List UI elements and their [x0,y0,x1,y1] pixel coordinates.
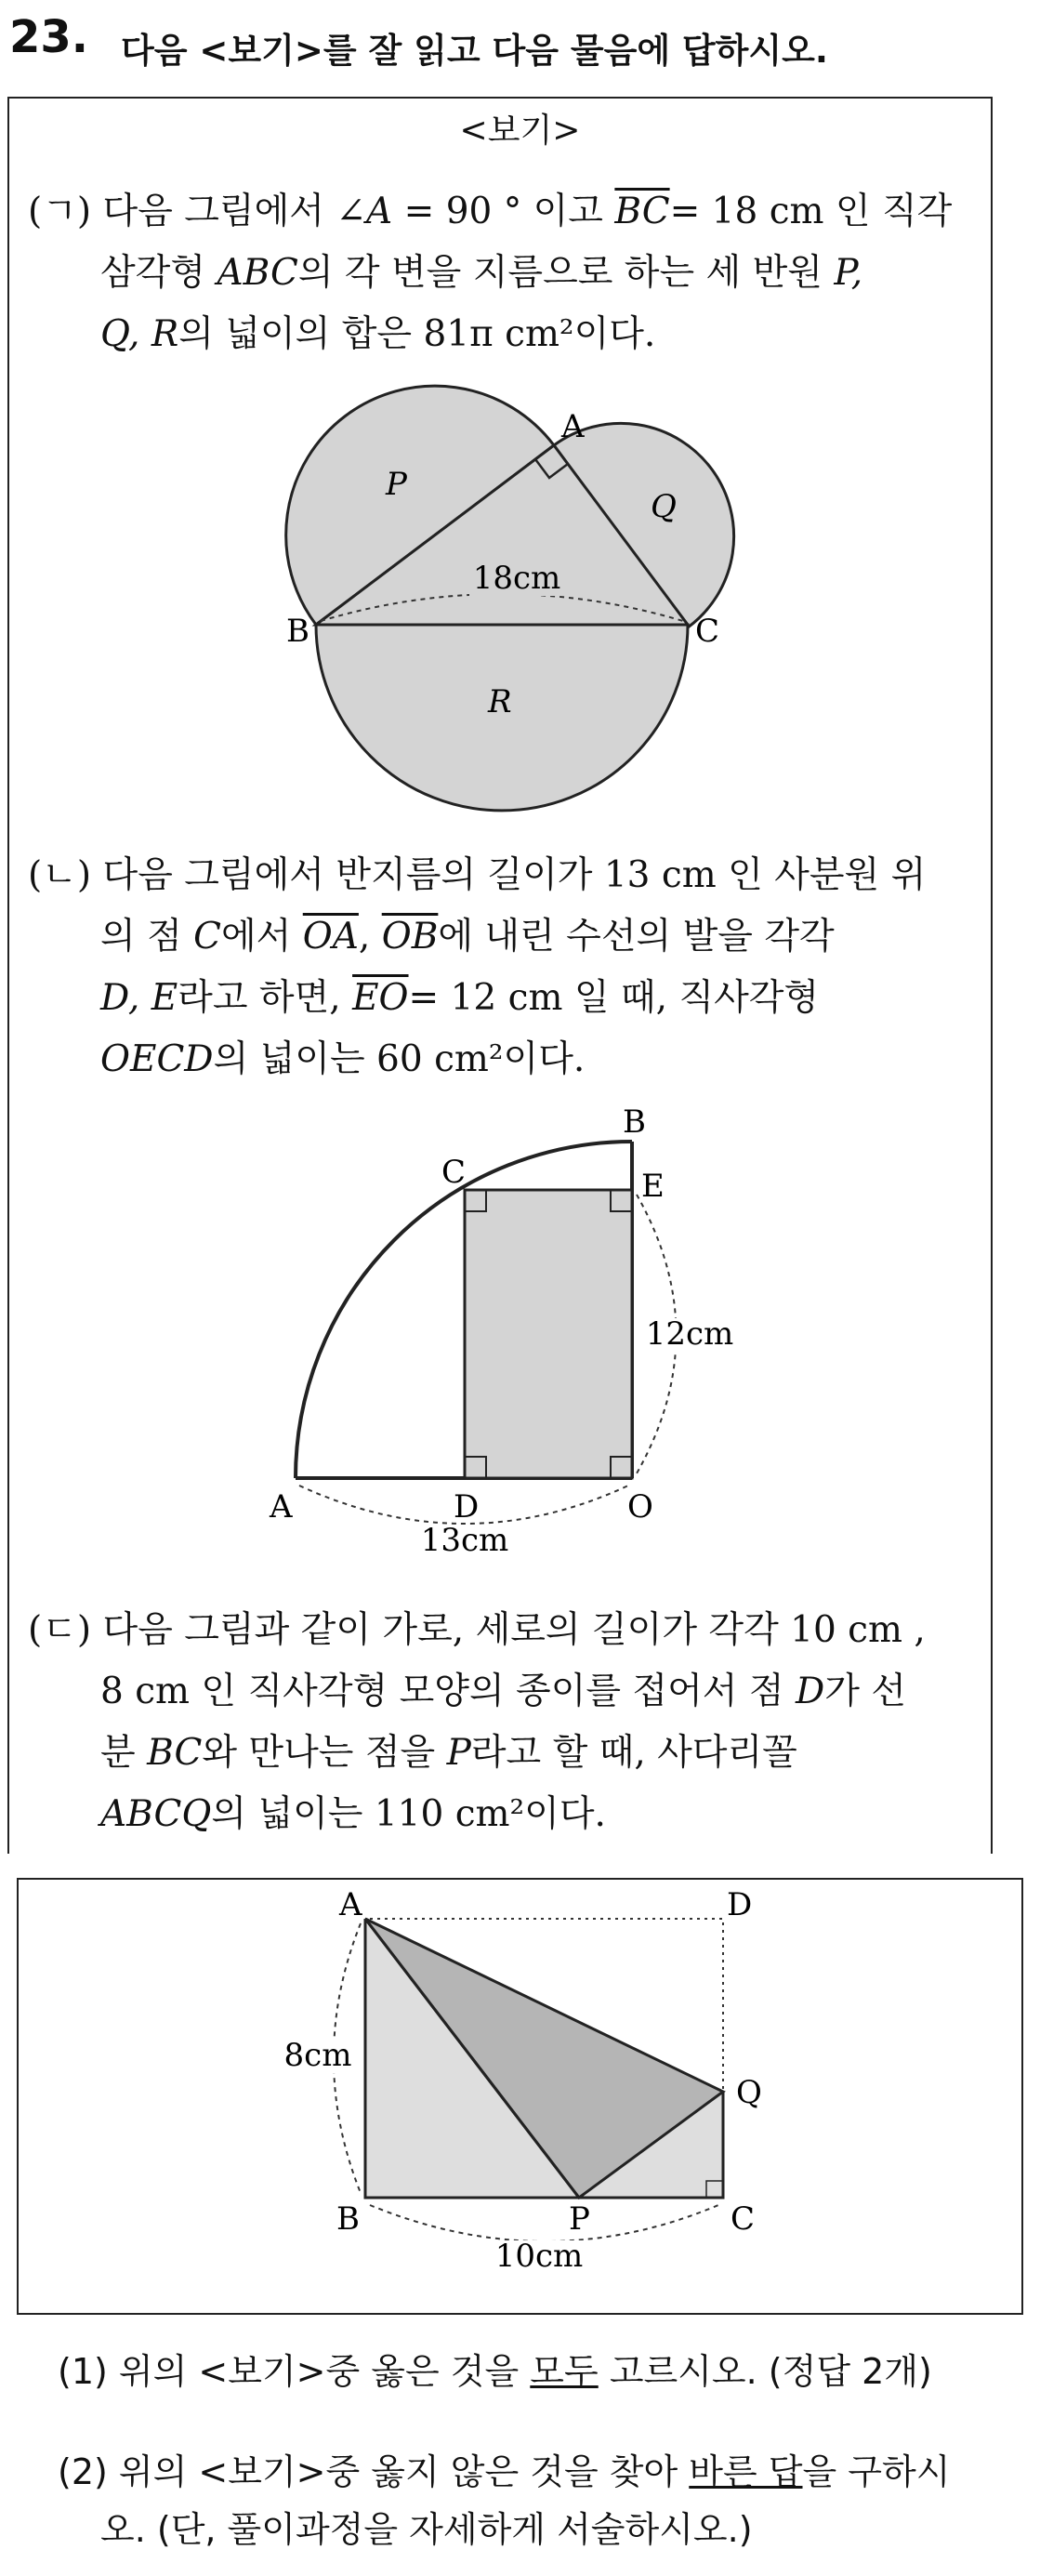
sub1-underlined: 모두 [530,2351,599,2392]
item3-marker: (ㄷ) [28,1609,92,1651]
segment-bc: BC [147,1732,203,1774]
item1-text: 다음 그림에서 ∠ [102,191,367,232]
item1-text: 삼각형 [100,252,206,294]
item2-text: , [358,916,371,958]
item2-text: 다음 그림에서 반지름의 길이가 13 cm 인 사분원 위 [102,854,927,896]
item2-text: 의 점 [100,916,182,958]
fig3-label-b: B [336,2200,360,2238]
subquestion-2-line2 [100,2501,753,2552]
sub1-text: 고르시오. (정답 2개) [609,2351,932,2392]
fig2-label-o: O [627,1488,653,1526]
subquestion-1 [58,2343,932,2394]
segment-oa: $\overline{OA}$ [302,916,359,958]
fig1-label-b: B [286,613,309,650]
question-title: 다음 <보기>를 잘 읽고 다음 물음에 답하시오. [121,31,828,71]
angle-vertex: A [366,191,393,232]
item3-text: 분 [100,1732,136,1774]
trapezoid-name: ABCQ [100,1793,212,1835]
item2-text: 라고 하면, [178,977,341,1019]
fig1-label-q: Q [651,488,677,525]
fig1-label-c: C [695,613,720,650]
fig1-label-p: P [386,466,407,503]
fig2-ao-length: 13cm [420,1522,509,1559]
region-p: P, [834,252,863,294]
fig1-label-a: A [561,408,585,445]
point-p: P [446,1732,471,1774]
fig1-bc-length: 18cm [472,560,561,597]
point-d: D [795,1671,825,1712]
subquestion-2 [58,2443,950,2494]
item2-text: = 12 cm 일 때, 직사각형 [408,977,820,1019]
item3-text: 와 만나는 점을 [202,1732,436,1774]
item3-text: 가 선 [824,1671,906,1712]
fig1-label-r: R [488,683,512,720]
fig2-eo-length: 12cm [645,1315,734,1353]
item2-text: 에 내린 수선의 발을 각각 [438,916,835,958]
question-number: 23. [9,11,89,63]
point-e: E [151,977,178,1019]
fig3-bc-length: 10cm [494,2238,584,2275]
fig2-label-b: B [623,1103,646,1141]
sub2-underlined: 바른 답 [689,2451,803,2492]
fig3-label-d: D [727,1886,753,1923]
item1-text: 의 넓이의 합은 81π cm²이다. [178,313,656,355]
fig3-label-p: P [569,2200,590,2238]
fig3-label-c: C [731,2200,756,2238]
region-r: R [151,313,179,355]
segment-ob: $\overline{OB}$ [381,916,439,958]
fig3-label-a: A [339,1886,362,1923]
item3-text: 라고 할 때, 사다리꼴 [470,1732,797,1774]
point-c: C [193,916,221,958]
sub2-text: 오. (단, 풀이과정을 자세하게 서술하시오.) [100,2509,753,2550]
sub2-text: (2) 위의 <보기>중 옳지 않은 것을 찾아 [58,2451,678,2492]
fig3-ab-length: 8cm [283,2037,352,2074]
item2-text: 에서 [221,916,292,958]
bogi-title: <보기> [459,112,581,150]
fig2-label-c: C [441,1154,467,1191]
item3-text: 의 넓이는 110 cm²이다. [211,1793,606,1835]
sub1-text: (1) 위의 <보기>중 옳은 것을 [58,2351,520,2392]
segment-eo: $\overline{EO}$ [352,977,409,1019]
triangle-name: ABC [217,252,298,294]
item3-text: 다음 그림과 같이 가로, 세로의 길이가 각각 10 cm , [102,1609,926,1651]
point-d: D, [100,977,140,1019]
item3-text: 8 cm 인 직사각형 모양의 종이를 접어서 점 [100,1671,784,1712]
segment-bc: $\overline{BC}$ [614,191,670,232]
region-q: Q, [100,313,140,355]
item1-text: 의 각 변을 지름으로 하는 세 반원 [297,252,823,294]
fig3-label-q: Q [736,2074,762,2111]
fig2-label-d: D [454,1488,480,1526]
item1-marker: (ㄱ) [28,191,92,232]
fig2-label-e: E [641,1168,665,1205]
fig2-label-a: A [270,1488,293,1526]
item2-text: 의 넓이는 60 cm²이다. [213,1038,586,1080]
item1-text: = 18 cm 인 직각 [669,191,953,232]
item2-marker: (ㄴ) [28,854,92,896]
sub2-text: 을 구하시 [802,2451,951,2492]
item1-text: = 90 ° 이고 [403,191,603,232]
rectangle-name: OECD [100,1038,214,1080]
